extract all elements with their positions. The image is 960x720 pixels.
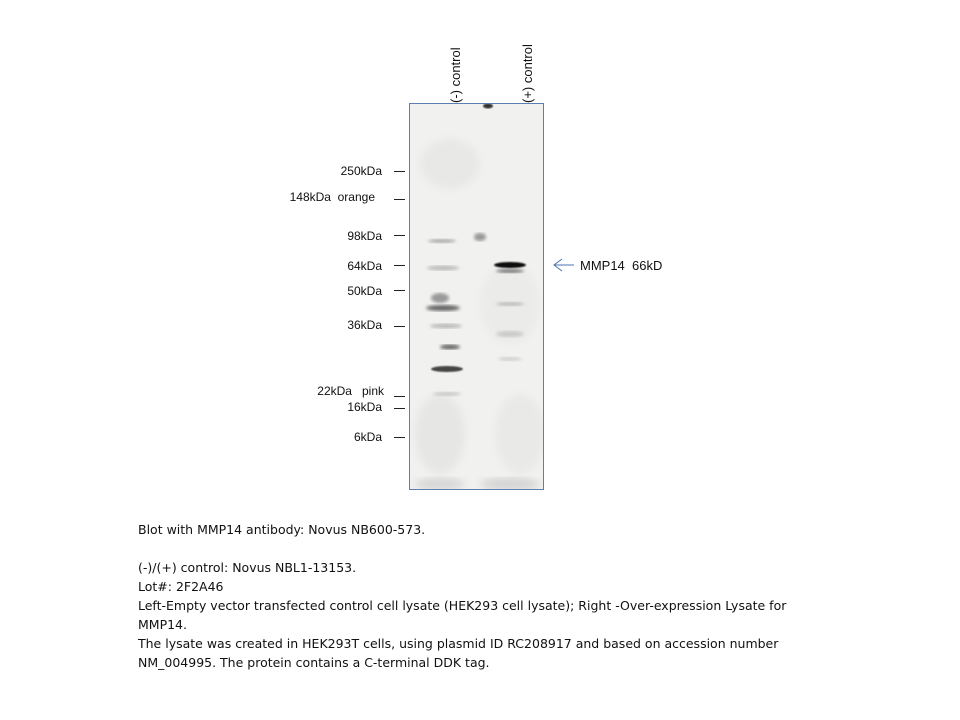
marker-64kda: 64kDa bbox=[347, 259, 382, 273]
caption-lysate-details: The lysate was created in HEK293T cells, using plasmid ID RC208917 and based on accession number NM_004995. The protein contains a C-terminal DDK tag. bbox=[138, 636, 779, 670]
blot-bands bbox=[410, 104, 543, 489]
marker-50kda: 50kDa bbox=[347, 284, 382, 298]
marker-tick bbox=[394, 171, 405, 172]
marker-22kda-pink: 22kDa pink bbox=[317, 384, 384, 398]
marker-98kda: 98kDa bbox=[347, 229, 382, 243]
lane-label-positive-control: (+) control bbox=[520, 44, 535, 103]
arrow-left-icon bbox=[553, 258, 575, 272]
marker-tick bbox=[394, 437, 405, 438]
marker-148kda-orange: 148kDa orange bbox=[289, 190, 375, 204]
marker-tick bbox=[394, 235, 405, 236]
caption-control: (-)/(+) control: Novus NBL1-13153. bbox=[138, 560, 357, 575]
caption-lot: Lot#: 2F2A46 bbox=[138, 579, 224, 594]
marker-6kda: 6kDa bbox=[353, 430, 382, 444]
caption-antibody: Blot with MMP14 antibody: Novus NB600-573. bbox=[138, 522, 426, 537]
marker-250kda: 250kDa bbox=[340, 164, 382, 178]
marker-36kda: 36kDa bbox=[347, 318, 382, 332]
marker-16kda: 16kDa bbox=[347, 400, 382, 414]
mmp14-band-label: MMP14 66kD bbox=[580, 258, 663, 273]
lane-label-negative-control: (-) control bbox=[448, 47, 463, 103]
marker-tick bbox=[394, 326, 405, 327]
marker-tick bbox=[394, 408, 405, 409]
figure-caption bbox=[138, 520, 838, 672]
caption-lane-description: Left-Empty vector transfected control cell lysate (HEK293 cell lysate); Right -Over-expression Lysate for MMP14. bbox=[138, 598, 787, 632]
marker-tick bbox=[394, 290, 405, 291]
marker-tick bbox=[394, 199, 405, 200]
western-blot-image bbox=[409, 103, 544, 490]
marker-tick bbox=[394, 396, 405, 397]
marker-tick bbox=[394, 265, 405, 266]
